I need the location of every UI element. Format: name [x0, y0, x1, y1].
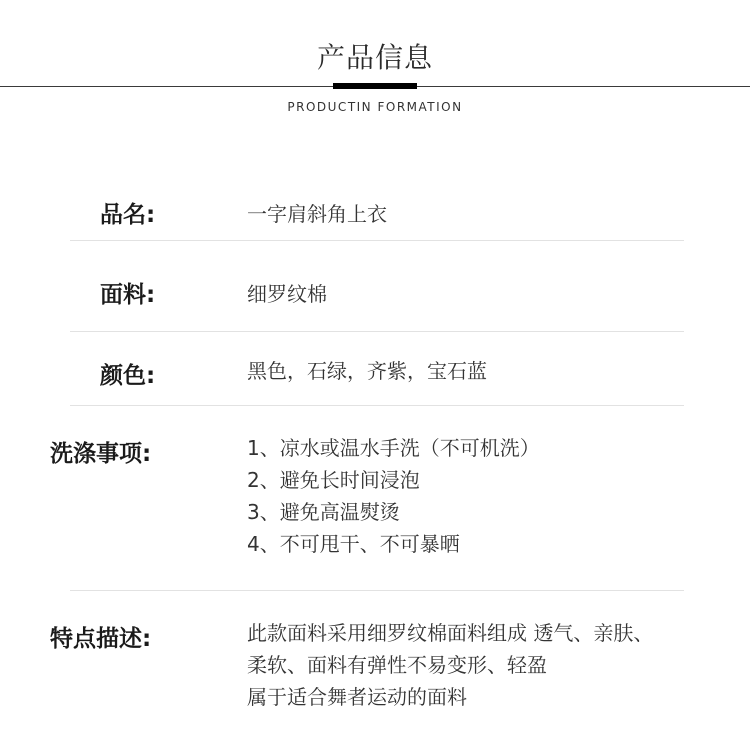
feature-line: 此款面料采用细罗纹棉面料组成 透气、亲肤、 — [247, 621, 654, 645]
wash-label: 洗涤事项: — [50, 441, 152, 467]
features-description — [247, 617, 653, 713]
page-title: 产品信息 — [316, 41, 433, 74]
divider — [70, 331, 684, 332]
divider — [70, 405, 684, 406]
feature-line: 属于适合舞者运动的面料 — [247, 685, 467, 709]
feature-line: 柔软、面料有弹性不易变形、轻盈 — [247, 653, 547, 677]
fabric-value: 细罗纹棉 — [247, 282, 327, 306]
wash-instruction-line: 3、避免高温熨烫 — [247, 500, 400, 524]
wash-instruction-line: 4、不可甩干、不可暴晒 — [247, 532, 460, 556]
features-label: 特点描述: — [50, 626, 152, 652]
color-label: 颜色: — [100, 363, 156, 389]
fabric-label: 面料: — [100, 282, 156, 308]
divider — [70, 240, 684, 241]
wash-instruction-line: 2、避免长时间浸泡 — [247, 468, 420, 492]
page-subtitle: PRODUCTIN FORMATION — [287, 100, 463, 114]
color-value: 黑色，石绿，齐紫，宝石蓝 — [247, 359, 487, 383]
wash-instruction-line: 1、凉水或温水手洗（不可机洗） — [247, 436, 540, 460]
product-name-value: 一字肩斜角上衣 — [247, 202, 387, 226]
product-name-label: 品名: — [100, 202, 156, 228]
title-accent-bar — [333, 83, 417, 89]
divider — [70, 590, 684, 591]
wash-instructions — [247, 432, 540, 560]
